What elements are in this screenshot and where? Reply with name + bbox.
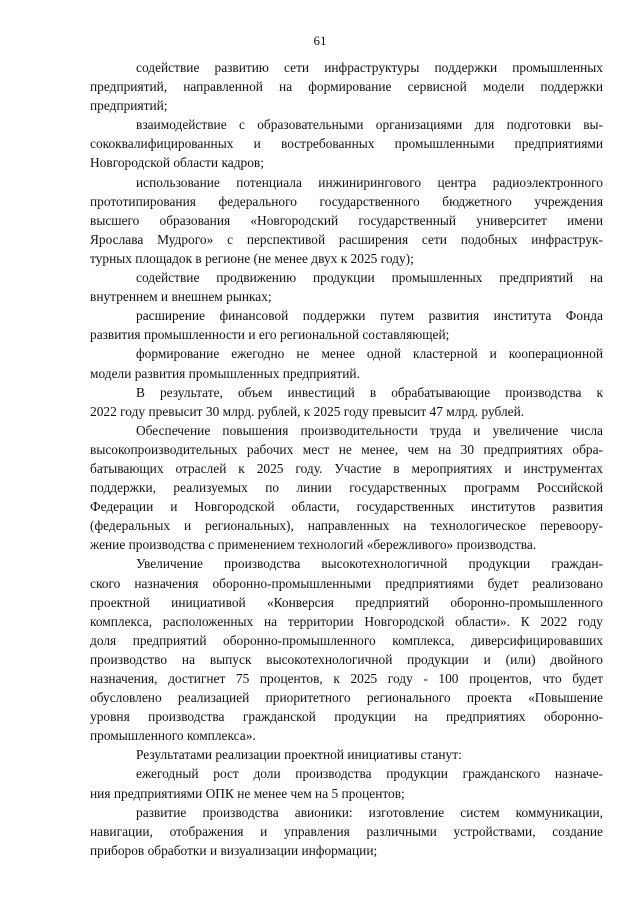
text-line: сококвалифицированных и востребованных промышленными предприятиями <box>90 136 603 152</box>
text-line: развития промышленности и его региональной составляющей; <box>90 327 450 343</box>
text-line: Новгородской области кадров; <box>90 155 264 171</box>
text-line: предприятий, направленной на формирование сервисной модели поддержки <box>90 79 603 95</box>
paragraph <box>90 383 603 421</box>
text-line: приборов обработки и визуализации информации; <box>90 842 378 858</box>
text-line: модели развития промышленных предприятий. <box>90 365 360 381</box>
text-line: обусловлено реализацией приоритетного регионального проекта «Повышение <box>90 690 603 706</box>
text-line: взаимодействие с образовательными организациями для подготовки вы- <box>136 117 603 133</box>
text-line: поддержки, реализуемых по линии государственных программ Российской <box>90 480 603 496</box>
text-line: предприятий; <box>90 98 168 114</box>
text-line: ежегодный рост доли производства продукции гражданского назначе- <box>136 766 603 782</box>
paragraph <box>90 764 603 802</box>
text-line: турных площадок в регионе (не менее двух к 2025 году); <box>90 250 414 266</box>
document-body <box>90 58 603 860</box>
text-line: использование потенциала инжинирингового центра радиоэлектронного <box>136 174 603 190</box>
text-line: прототипирования федерального государственного бюджетного учреждения <box>90 193 603 209</box>
paragraph <box>90 268 603 306</box>
text-line: развитие производства авионики: изготовление систем коммуникации, <box>136 804 603 820</box>
page-number: 61 <box>313 33 327 48</box>
text-line: ского назначения оборонно-промышленными предприятиями будет реализовано <box>90 575 603 591</box>
text-line: содействие развитию сети инфраструктуры поддержки промышленных <box>136 60 603 75</box>
text-line: внутреннем и внешнем рынках; <box>90 289 272 305</box>
text-line: проектной инициативой «Конверсия предприятий оборонно-промышленного <box>90 594 603 610</box>
text-line: Увеличение производства высокотехнологичной продукции граждан- <box>136 556 603 572</box>
paragraph <box>90 344 603 382</box>
paragraph <box>90 306 603 344</box>
text-line: батывающих отраслей к 2025 году. Участие в мероприятиях и инструментах <box>90 460 603 476</box>
text-line: Ярослава Мудрого» с перспективой расширения сети подобных инфраструк- <box>90 231 603 247</box>
paragraph <box>90 745 603 764</box>
text-line: Федерации и Новгородской области, государственных институтов развития <box>90 499 603 515</box>
paragraph <box>90 115 603 172</box>
text-line: комплекса, расположенных на территории Новгородской области». К 2022 году <box>90 613 603 629</box>
text-line: Обеспечение повышения производительности труда и увеличение числа <box>136 422 603 438</box>
paragraph <box>90 58 603 115</box>
text-line: жение производства с применением технологий «бережливого» производства. <box>90 537 537 553</box>
text-line: производство на выпуск высокотехнологичной продукции и (или) двойного <box>90 651 603 667</box>
text-line: высокопроизводительных рабочих мест не менее, чем на 30 предприятиях обра- <box>90 441 603 457</box>
text-line: ния предприятиями ОПК не менее чем на 5 процентов; <box>90 785 405 801</box>
text-line: назначения, достигнет 75 процентов, к 2025 году - 100 процентов, что будет <box>90 671 603 686</box>
paragraph <box>90 803 603 860</box>
text-line: доля предприятий оборонно-промышленного комплекса, диверсифицировавших <box>90 632 603 648</box>
text-line: В результате, объем инвестиций в обрабатывающие производства к <box>136 384 603 400</box>
paragraph <box>90 554 603 745</box>
text-line: промышленного комплекса». <box>90 728 256 744</box>
text-line: содействие продвижению продукции промышленных предприятий на <box>136 270 603 286</box>
text-line: уровня производства гражданской продукции на предприятиях оборонно- <box>90 709 603 725</box>
text-line: навигации, отображения и управления различными устройствами, создание <box>90 823 603 839</box>
text-line: Результатами реализации проектной инициативы станут: <box>136 747 462 763</box>
text-line: 2022 году превысит 30 млрд. рублей, к 2025 году превысит 47 млрд. рублей. <box>90 403 525 419</box>
text-line: (федеральных и региональных), направленных на технологическое перевоору- <box>90 518 603 534</box>
paragraph <box>90 421 603 555</box>
text-line: высшего образования «Новгородский государственный университет имени <box>90 212 603 228</box>
text-line: формирование ежегодно не менее одной кластерной и кооперационной <box>136 346 603 362</box>
text-line: расширение финансовой поддержки путем развития института Фонда <box>136 308 603 324</box>
paragraph <box>90 173 603 268</box>
